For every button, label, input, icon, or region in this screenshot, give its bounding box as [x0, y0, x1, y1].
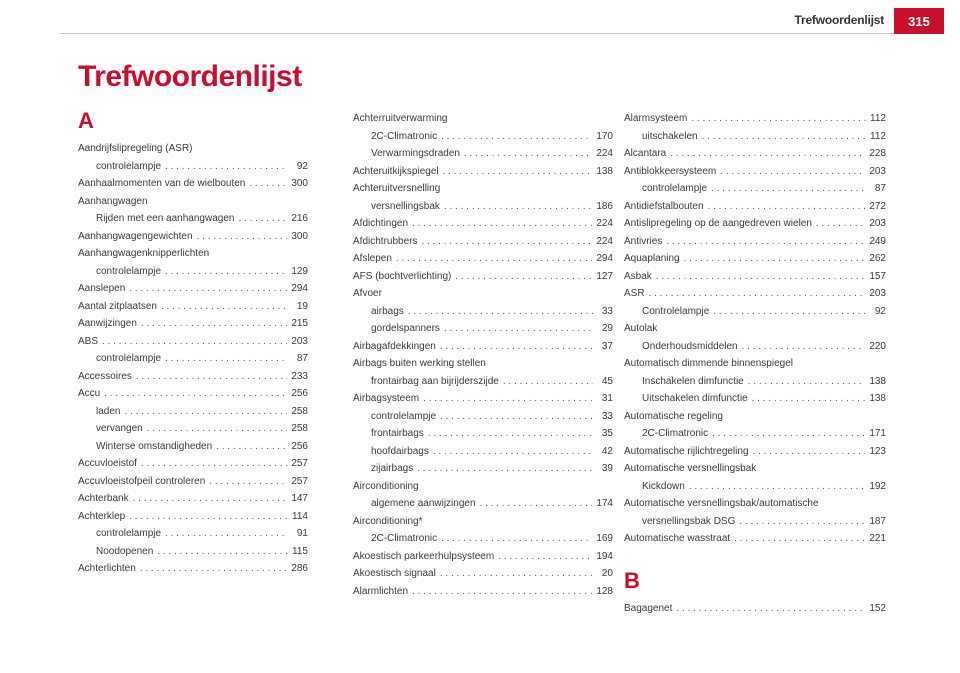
- dot-leader: [440, 408, 593, 426]
- index-subentry: [353, 530, 613, 548]
- entry-label: Accu: [78, 388, 101, 399]
- dot-leader: [443, 163, 593, 181]
- dot-leader: [702, 128, 866, 146]
- index-entry: [353, 285, 613, 303]
- entry-page-number: 92: [874, 305, 886, 317]
- entry-page-number: 29: [601, 323, 613, 334]
- entry-page-number: 112: [870, 130, 886, 142]
- dot-leader: [157, 543, 288, 561]
- dot-leader: [480, 495, 593, 513]
- entry-label: Alarmsysteem: [624, 113, 688, 124]
- index-entry: [353, 583, 613, 601]
- entry-page-number: 249: [869, 235, 886, 247]
- entry-label: controlelampje: [96, 265, 162, 277]
- dot-leader: [441, 530, 592, 548]
- page-number-badge: 315: [894, 8, 944, 34]
- dot-leader: [752, 390, 866, 408]
- entry-label: Achterlichten: [78, 563, 136, 574]
- entry-label: Automatisch dimmende binnenspiegel: [624, 358, 793, 369]
- dot-leader: [816, 215, 865, 233]
- dot-leader: [104, 385, 287, 403]
- entry-label: Achteruitkijkspiegel: [353, 165, 439, 177]
- dot-leader: [444, 320, 593, 338]
- index-entry: [353, 338, 613, 356]
- dot-leader: [412, 583, 592, 601]
- entry-page-number: 203: [869, 288, 886, 299]
- section-letter: A: [78, 108, 94, 133]
- dot-leader: [670, 145, 865, 163]
- dot-leader: [209, 473, 287, 491]
- entry-label: Controlelampje: [642, 305, 710, 317]
- index-subentry: [78, 403, 308, 421]
- index-entry: [624, 198, 886, 216]
- entry-page-number: 147: [291, 493, 308, 504]
- dot-leader: [396, 250, 592, 268]
- dot-leader: [676, 600, 865, 618]
- entry-label: Noodopenen: [96, 545, 154, 557]
- index-entry: [624, 495, 886, 513]
- entry-label: Aandrijfslipregeling (ASR): [78, 143, 193, 154]
- dot-leader: [503, 373, 593, 391]
- index-entry: [624, 215, 886, 233]
- entry-page-number: 203: [869, 218, 886, 229]
- index-entry: [78, 193, 308, 211]
- index-entry: [353, 110, 613, 128]
- entry-label: controlelampje: [96, 528, 162, 539]
- index-subentry: [624, 513, 886, 531]
- entry-label: Aanhaalmomenten van de wielbouten: [78, 178, 246, 189]
- entry-label: Achteruitversnelling: [353, 183, 441, 194]
- entry-page-number: 203: [291, 335, 308, 347]
- entry-page-number: 216: [291, 213, 308, 224]
- entry-label: laden: [96, 405, 121, 417]
- index-column-1: [78, 108, 308, 578]
- entry-page-number: 115: [292, 545, 308, 557]
- entry-label: Verwarmingsdraden: [371, 148, 460, 159]
- entry-page-number: 170: [596, 130, 613, 142]
- index-entry: [353, 548, 613, 566]
- index-entry: [78, 490, 308, 508]
- index-entry: [353, 355, 613, 373]
- dot-leader: [689, 478, 866, 496]
- dot-leader: [216, 438, 287, 456]
- entry-label: Automatische versnellingsbak: [624, 463, 757, 474]
- entry-page-number: 300: [291, 230, 308, 242]
- dot-leader: [464, 145, 592, 163]
- index-entry: [353, 163, 613, 181]
- index-entry: [624, 443, 886, 461]
- dot-leader: [408, 303, 593, 321]
- entry-page-number: 258: [291, 423, 308, 434]
- entry-page-number: 112: [870, 113, 886, 124]
- index-entry: [353, 565, 613, 583]
- dot-leader: [739, 513, 865, 531]
- entry-page-number: 194: [596, 550, 613, 562]
- entry-label: Automatische wasstraat: [624, 533, 731, 544]
- index-entry: [78, 140, 308, 158]
- index-entry: [78, 385, 308, 403]
- entry-label: versnellingsbak: [371, 200, 440, 212]
- dot-leader: [165, 525, 288, 543]
- index-entry: [624, 250, 886, 268]
- entry-label: ASR: [624, 288, 645, 299]
- entry-label: versnellingsbak DSG: [642, 515, 736, 527]
- header-rule: [60, 33, 898, 34]
- index-subentry: [353, 373, 613, 391]
- entry-page-number: 87: [296, 353, 308, 364]
- index-entry: [624, 233, 886, 251]
- entry-page-number: 294: [291, 283, 308, 294]
- dot-leader: [147, 420, 288, 438]
- dot-leader: [161, 298, 288, 316]
- index-entry: [624, 600, 886, 618]
- entry-page-number: 169: [596, 533, 613, 544]
- dot-leader: [249, 175, 287, 193]
- dot-leader: [748, 373, 866, 391]
- entry-page-number: 33: [601, 410, 613, 422]
- entry-page-number: 33: [601, 305, 613, 317]
- entry-label: zijairbags: [371, 463, 414, 474]
- index-entry: [78, 333, 308, 351]
- index-entry: [624, 408, 886, 426]
- running-header-title: Trefwoordenlijst: [794, 13, 884, 27]
- entry-label: Antivries: [624, 235, 663, 247]
- index-entry: [78, 560, 308, 578]
- entry-page-number: 221: [869, 533, 886, 544]
- index-subentry: [78, 525, 308, 543]
- entry-page-number: 127: [596, 270, 613, 282]
- dot-leader: [440, 338, 593, 356]
- index-subentry: [624, 478, 886, 496]
- entry-label: Automatische rijlichtregeling: [624, 445, 749, 457]
- entry-page-number: 187: [869, 515, 886, 527]
- entry-label: Akoestisch signaal: [353, 568, 436, 579]
- index-entry: [78, 315, 308, 333]
- entry-page-number: 157: [869, 270, 886, 282]
- index-entry: [624, 145, 886, 163]
- dot-leader: [197, 228, 288, 246]
- index-subentry: [624, 180, 886, 198]
- dot-leader: [238, 210, 287, 228]
- index-entry: [353, 215, 613, 233]
- entry-label: Inschakelen dimfunctie: [642, 375, 744, 387]
- entry-page-number: 20: [601, 568, 613, 579]
- entry-page-number: 91: [296, 528, 308, 539]
- dot-leader: [140, 560, 288, 578]
- entry-label: Accuvloeistof: [78, 458, 137, 469]
- entry-page-number: 128: [596, 585, 613, 597]
- index-entry: [624, 320, 886, 338]
- entry-label: controlelampje: [96, 160, 162, 172]
- index-subentry: [624, 338, 886, 356]
- entry-page-number: 37: [601, 340, 613, 352]
- entry-label: Aanhangwagen: [78, 195, 148, 207]
- index-subentry: [78, 158, 308, 176]
- entry-label: Achterklep: [78, 510, 126, 522]
- entry-page-number: 39: [601, 463, 613, 474]
- entry-page-number: 257: [291, 475, 308, 487]
- entry-page-number: 138: [869, 375, 886, 387]
- entry-page-number: 224: [596, 148, 613, 159]
- entry-label: 2C-Climatronic: [642, 428, 709, 439]
- entry-page-number: 138: [869, 393, 886, 404]
- index-entry: [78, 368, 308, 386]
- dot-leader: [129, 280, 287, 298]
- index-subentry: [624, 390, 886, 408]
- index-entry: [353, 250, 613, 268]
- entry-label: Airbagafdekkingen: [353, 340, 436, 352]
- entry-page-number: 228: [869, 148, 886, 159]
- index-subentry: [353, 303, 613, 321]
- index-subentry: [353, 408, 613, 426]
- section-gap: [624, 548, 886, 568]
- dot-leader: [412, 215, 592, 233]
- index-subentry: [624, 303, 886, 321]
- index-subentry: [78, 263, 308, 281]
- entry-label: Achterruitverwarming: [353, 113, 448, 124]
- index-entry: [78, 228, 308, 246]
- entry-label: controlelampje: [642, 183, 708, 194]
- entry-page-number: 35: [601, 428, 613, 439]
- dot-leader: [433, 443, 593, 461]
- index-subentry: [78, 350, 308, 368]
- entry-page-number: 42: [601, 445, 613, 457]
- index-entry: [353, 513, 613, 531]
- dot-leader: [133, 490, 288, 508]
- entry-label: Achterbank: [78, 493, 129, 504]
- dot-leader: [656, 268, 866, 286]
- entry-label: Aanslepen: [78, 283, 126, 294]
- index-entry: [353, 180, 613, 198]
- entry-label: algemene aanwijzingen: [371, 498, 476, 509]
- index-subentry: [353, 425, 613, 443]
- entry-page-number: 203: [869, 165, 886, 177]
- entry-label: Bagagenet: [624, 602, 673, 614]
- dot-leader: [712, 425, 865, 443]
- entry-label: Aanhangwagenknipperlichten: [78, 248, 210, 259]
- index-entry: [624, 110, 886, 128]
- entry-page-number: 257: [291, 458, 308, 469]
- entry-label: Winterse omstandigheden: [96, 440, 213, 452]
- page-title: Trefwoordenlijst: [78, 60, 302, 93]
- dot-leader: [423, 390, 593, 408]
- index-subentry: [353, 495, 613, 513]
- entry-page-number: 262: [869, 253, 886, 264]
- dot-leader: [441, 128, 592, 146]
- index-entry: [624, 285, 886, 303]
- entry-label: Afdichtingen: [353, 218, 409, 229]
- index-column-3: [624, 110, 886, 617]
- index-entry: [78, 473, 308, 491]
- entry-page-number: 171: [869, 428, 886, 439]
- index-subentry: [353, 198, 613, 216]
- entry-page-number: 87: [874, 183, 886, 194]
- dot-leader: [417, 460, 593, 478]
- dot-leader: [742, 338, 866, 356]
- index-entry: [78, 455, 308, 473]
- dot-leader: [141, 315, 287, 333]
- dot-leader: [428, 425, 593, 443]
- dot-leader: [708, 198, 866, 216]
- index-subentry: [624, 128, 886, 146]
- entry-label: Uitschakelen dimfunctie: [642, 393, 748, 404]
- dot-leader: [684, 250, 866, 268]
- entry-label: Akoestisch parkeerhulpsysteem: [353, 550, 495, 562]
- index-entry: [624, 163, 886, 181]
- entry-page-number: 152: [869, 602, 886, 614]
- index-entry: [624, 355, 886, 373]
- entry-label: Aquaplaning: [624, 253, 680, 264]
- index-entry: [624, 530, 886, 548]
- entry-label: Accessoires: [78, 370, 132, 382]
- entry-page-number: 224: [596, 235, 613, 247]
- dot-leader: [691, 110, 866, 128]
- entry-label: hoofdairbags: [371, 445, 429, 457]
- dot-leader: [141, 455, 287, 473]
- entry-page-number: 300: [291, 178, 308, 189]
- index-entry: [78, 175, 308, 193]
- dot-leader: [129, 508, 288, 526]
- entry-label: Afvoer: [353, 288, 382, 299]
- index-subentry: [78, 210, 308, 228]
- entry-page-number: 92: [296, 160, 308, 172]
- entry-label: 2C-Climatronic: [371, 533, 438, 544]
- entry-label: Automatische regeling: [624, 410, 723, 422]
- dot-leader: [440, 565, 593, 583]
- index-column-2: [353, 110, 613, 600]
- entry-label: gordelspanners: [371, 323, 440, 334]
- entry-label: Alarmlichten: [353, 585, 409, 597]
- entry-label: Airbagsysteem: [353, 393, 420, 404]
- entry-label: 2C-Climatronic: [371, 130, 438, 142]
- dot-leader: [455, 268, 592, 286]
- entry-page-number: 256: [291, 388, 308, 399]
- entry-label: Autolak: [624, 323, 658, 334]
- entry-page-number: 220: [869, 340, 886, 352]
- entry-page-number: 129: [291, 265, 308, 277]
- dot-leader: [498, 548, 592, 566]
- entry-label: Antidiefstalbouten: [624, 200, 704, 212]
- entry-label: Alcantara: [624, 148, 667, 159]
- dot-leader: [136, 368, 287, 386]
- dot-leader: [753, 443, 866, 461]
- entry-label: Airconditioning*: [353, 515, 423, 527]
- dot-leader: [734, 530, 865, 548]
- entry-page-number: 114: [292, 510, 308, 522]
- entry-label: Aantal zitplaatsen: [78, 300, 157, 312]
- entry-page-number: 174: [596, 498, 613, 509]
- entry-label: Onderhoudsmiddelen: [642, 340, 738, 352]
- index-entry: [78, 298, 308, 316]
- entry-label: frontairbag aan bijrijderszijde: [371, 375, 499, 387]
- entry-page-number: 294: [596, 253, 613, 264]
- entry-label: Aanhangwagengewichten: [78, 230, 193, 242]
- entry-label: Rijden met een aanhangwagen: [96, 213, 235, 224]
- index-entry: [624, 268, 886, 286]
- dot-leader: [165, 350, 288, 368]
- entry-label: Accuvloeistofpeil controleren: [78, 475, 206, 487]
- entry-page-number: 31: [601, 393, 613, 404]
- index-subentry: [353, 145, 613, 163]
- entry-page-number: 192: [869, 480, 886, 492]
- entry-page-number: 45: [601, 375, 613, 387]
- dot-leader: [720, 163, 865, 181]
- entry-label: Automatische versnellingsbak/automatische: [624, 498, 819, 509]
- entry-page-number: 233: [291, 370, 308, 382]
- index-entry: [624, 460, 886, 478]
- dot-leader: [444, 198, 592, 216]
- entry-label: Kickdown: [642, 480, 685, 492]
- entry-page-number: 258: [291, 405, 308, 417]
- entry-page-number: 138: [596, 165, 613, 177]
- dot-leader: [666, 233, 865, 251]
- index-subentry: [353, 443, 613, 461]
- dot-leader: [713, 303, 866, 321]
- index-subentry: [78, 438, 308, 456]
- entry-label: Airbags buiten werking stellen: [353, 358, 486, 369]
- entry-page-number: 19: [296, 300, 308, 312]
- entry-label: uitschakelen: [642, 130, 698, 142]
- entry-label: Airconditioning: [353, 480, 419, 492]
- dot-leader: [102, 333, 287, 351]
- index-subentry: [78, 420, 308, 438]
- index-subentry: [624, 425, 886, 443]
- dot-leader: [421, 233, 592, 251]
- entry-page-number: 215: [291, 318, 308, 329]
- entry-label: Antisliрregeling op de aangedreven wielen: [624, 218, 812, 229]
- entry-page-number: 123: [869, 445, 886, 457]
- index-subentry: [353, 320, 613, 338]
- index-subentry: [353, 128, 613, 146]
- dot-leader: [124, 403, 287, 421]
- entry-label: airbags: [371, 305, 404, 317]
- dot-leader: [165, 263, 287, 281]
- dot-leader: [165, 158, 288, 176]
- entry-page-number: 186: [596, 200, 613, 212]
- index-subentry: [353, 460, 613, 478]
- index-subentry: [624, 373, 886, 391]
- index-entry: [78, 280, 308, 298]
- index-entry: [353, 390, 613, 408]
- index-entry: [353, 268, 613, 286]
- entry-label: ABS: [78, 335, 99, 347]
- entry-label: controlelampje: [371, 410, 437, 422]
- entry-page-number: 272: [869, 200, 886, 212]
- entry-label: Aanwijzingen: [78, 318, 137, 329]
- entry-label: vervangen: [96, 423, 143, 434]
- index-subentry: [78, 543, 308, 561]
- index-entry: [353, 478, 613, 496]
- entry-label: Afdichtrubbers: [353, 235, 418, 247]
- entry-label: Afslepen: [353, 253, 392, 264]
- entry-page-number: 286: [291, 563, 308, 574]
- entry-label: controlelampje: [96, 353, 162, 364]
- section-letter: B: [624, 567, 640, 593]
- entry-label: AFS (bochtverlichting): [353, 270, 452, 282]
- index-entry: [78, 508, 308, 526]
- index-entry: [78, 245, 308, 263]
- dot-leader: [711, 180, 866, 198]
- dot-leader: [649, 285, 866, 303]
- entry-label: Asbak: [624, 270, 652, 282]
- entry-label: Antiblokkeersysteem: [624, 165, 717, 177]
- index-entry: [353, 233, 613, 251]
- entry-page-number: 224: [596, 218, 613, 229]
- entry-page-number: 256: [291, 440, 308, 452]
- entry-label: frontairbags: [371, 428, 424, 439]
